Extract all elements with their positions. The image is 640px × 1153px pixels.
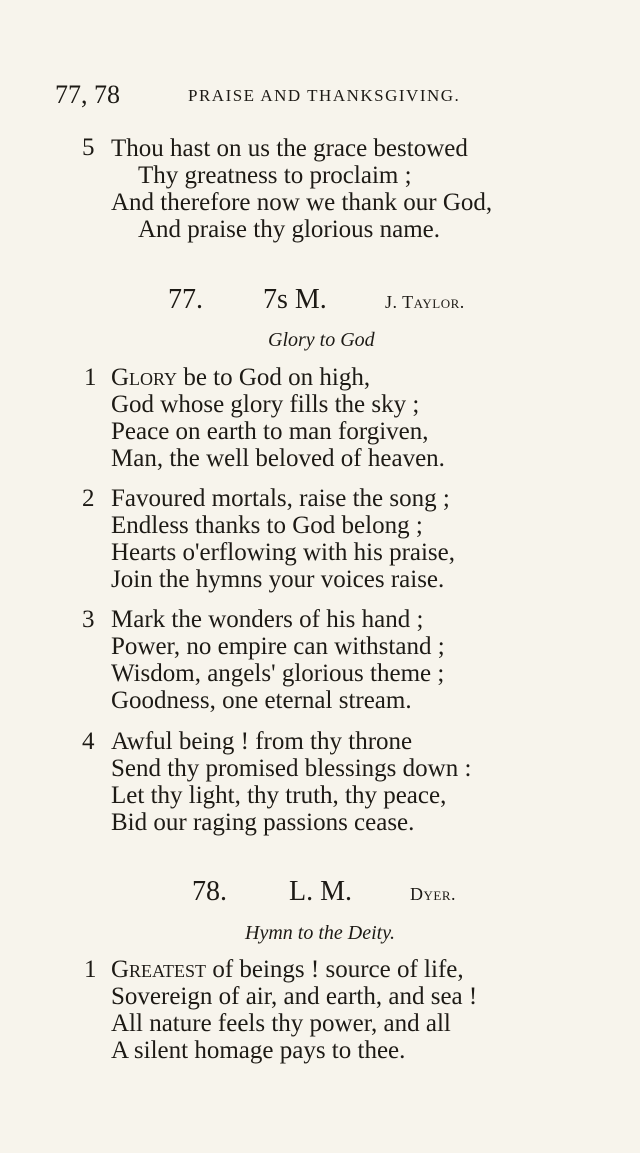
verse-line: Thou hast on us the grace bestowed	[111, 135, 468, 162]
hymn-author: Dyer.	[410, 884, 456, 904]
verse-line: Endless thanks to God belong ;	[111, 512, 423, 539]
verse-line: Peace on earth to man forgiven,	[111, 418, 429, 445]
verse-first-word: Greatest	[111, 956, 207, 983]
verse-first-word: Glory	[111, 364, 178, 391]
hymn-number: 78.	[192, 876, 227, 907]
verse-line	[111, 364, 370, 391]
verse-line-rest: of beings ! source of life,	[206, 956, 464, 983]
verse-line: Send thy promised blessings down :	[111, 755, 472, 782]
running-title: PRAISE AND THANKSGIVING.	[188, 86, 461, 105]
verse-number: 4	[82, 728, 95, 755]
verse-line: Bid our raging passions cease.	[111, 809, 415, 836]
verse-line: Favoured mortals, raise the song ;	[111, 485, 450, 512]
verse-number: 3	[82, 606, 95, 633]
hymn-number: 77.	[168, 284, 203, 315]
verse-number: 5	[82, 134, 95, 161]
verse-line: And praise thy glorious name.	[138, 216, 441, 243]
verse-line: Thy greatness to proclaim ;	[138, 162, 412, 189]
hymn-meter: L. M.	[289, 876, 352, 907]
verse-line: And therefore now we thank our God,	[111, 189, 493, 216]
verse-line: Man, the well beloved of heaven.	[111, 445, 445, 472]
verse-line: Mark the wonders of his hand ;	[111, 606, 424, 633]
verse-number: 1	[84, 364, 97, 391]
verse-line: All nature feels thy power, and all	[111, 1010, 451, 1037]
hymn-meter: 7s M.	[263, 284, 327, 315]
verse-line: Wisdom, angels' glorious theme ;	[111, 660, 445, 687]
verse-line-rest: be to God on high,	[177, 364, 371, 391]
verse-number: 1	[84, 956, 97, 983]
hymn-author: J. Taylor.	[385, 292, 465, 312]
hymn-subtitle: Glory to God	[268, 329, 375, 351]
verse-line: Sovereign of air, and earth, and sea !	[111, 983, 478, 1010]
verse-line: A silent homage pays to thee.	[111, 1037, 406, 1064]
verse-line: Power, no empire can withstand ;	[111, 633, 445, 660]
verse-line: God whose glory fills the sky ;	[111, 391, 420, 418]
verse-number: 2	[82, 485, 95, 512]
hymn-subtitle: Hymn to the Deity.	[245, 922, 395, 944]
verse-line: Awful being ! from thy throne	[111, 728, 413, 755]
verse-line: Hearts o'erflowing with his praise,	[111, 539, 456, 566]
page-numbers: 77, 78	[55, 80, 120, 109]
verse-line: Goodness, one eternal stream.	[111, 687, 412, 714]
verse-line: Join the hymns your voices raise.	[111, 566, 445, 593]
verse-line: Let thy light, thy truth, thy peace,	[111, 782, 447, 809]
verse-line	[111, 956, 464, 983]
